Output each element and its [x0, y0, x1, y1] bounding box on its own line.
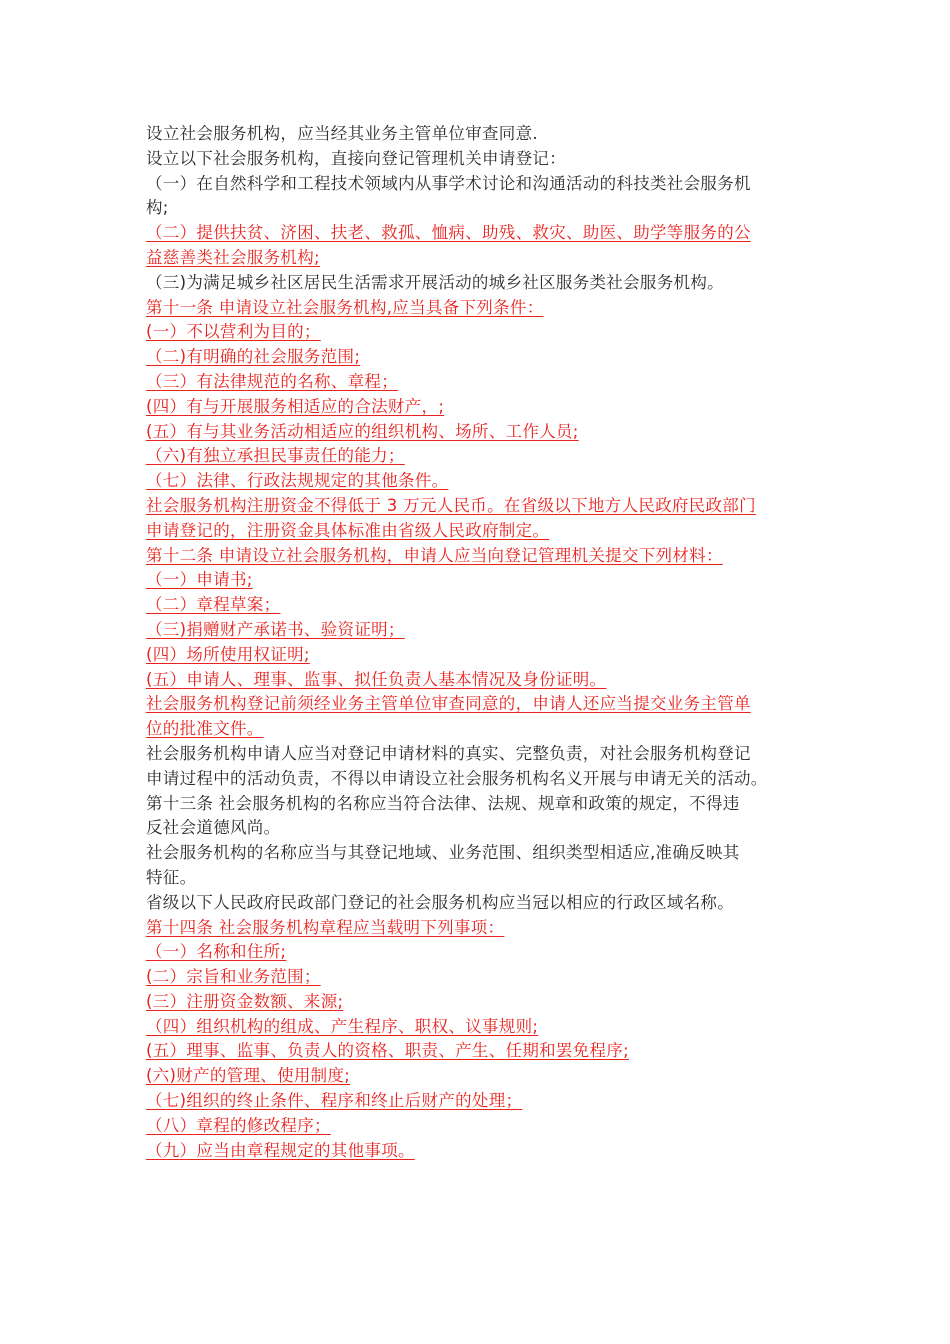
list-item	[146, 965, 826, 990]
text-line: （三)捐赠财产承诺书、验资证明；	[146, 619, 405, 639]
list-item	[146, 420, 826, 445]
paragraph	[146, 147, 826, 172]
document-body	[146, 122, 826, 1163]
text-line: （一）名称和住所;	[146, 942, 287, 962]
text-line: (五）理事、监事、负责人的资格、职责、产生、任期和罢免程序;	[146, 1041, 629, 1061]
list-item	[146, 643, 826, 668]
text-line: （九）应当由章程规定的其他事项。	[146, 1140, 415, 1160]
list-item	[146, 395, 826, 420]
text-line: （二）提供扶贫、济困、扶老、救孤、恤病、助残、救灾、助医、助学等服务的公	[146, 223, 751, 243]
paragraph	[146, 692, 826, 742]
text-line: （一）申请书;	[146, 570, 253, 590]
text-line: 益慈善类社会服务机构;	[146, 247, 320, 267]
text-line: (一）不以营利为目的；	[146, 322, 321, 342]
text-line: （二)有明确的社会服务范围;	[146, 347, 361, 367]
paragraph	[146, 122, 826, 147]
list-item	[146, 1114, 826, 1139]
paragraph	[146, 742, 826, 792]
text-line: 第十一条 申请设立社会服务机构,应当具备下列条件：	[146, 297, 544, 317]
text-line: 第十二条 申请设立社会服务机构，申请人应当向登记管理机关提交下列材料：	[146, 545, 723, 565]
article-heading	[146, 296, 826, 321]
list-item	[146, 444, 826, 469]
text-line: （八）章程的修改程序；	[146, 1115, 331, 1135]
text-line: (四）有与开展服务相适应的合法财产，;	[146, 396, 445, 416]
text-line: 位的批准文件。	[146, 719, 264, 739]
list-item	[146, 618, 826, 643]
text-line: 设立社会服务机构，应当经其业务主管单位审查同意.	[146, 124, 538, 143]
text-line: (二）宗旨和业务范围；	[146, 967, 321, 987]
paragraph	[146, 172, 826, 222]
text-line: (五）有与其业务活动相适应的组织机构、场所、工作人员;	[146, 421, 579, 441]
text-line: （七)组织的终止条件、程序和终止后财产的处理；	[146, 1091, 523, 1111]
list-item	[146, 320, 826, 345]
text-line: 设立以下社会服务机构，直接向登记管理机关申请登记：	[146, 148, 566, 168]
text-line: 社会服务机构注册资金不得低于 3 万元人民币。在省级以下地方人民政府民政部门	[146, 495, 756, 515]
text-line: 第十三条 社会服务机构的名称应当符合法律、法规、规章和政策的规定，不得违	[146, 793, 740, 813]
text-line: (三）注册资金数额、来源;	[146, 991, 344, 1011]
paragraph	[146, 494, 826, 544]
list-item	[146, 1139, 826, 1164]
list-item	[146, 1039, 826, 1064]
text-line: 社会服务机构申请人应当对登记申请材料的真实、完整负责，对社会服务机构登记	[146, 743, 751, 763]
text-line: 申请登记的，注册资金具体标准由省级人民政府制定。	[146, 520, 550, 540]
text-line: 社会服务机构的名称应当与其登记地域、业务范围、组织类型相适应,准确反映其	[146, 843, 740, 863]
text-line: （七）法律、行政法规规定的其他条件。	[146, 471, 449, 491]
text-line: (五）申请人、理事、监事、拟任负责人基本情况及身份证明。	[146, 669, 607, 689]
list-item	[146, 940, 826, 965]
text-line: (四）场所使用权证明;	[146, 644, 310, 664]
list-item	[146, 593, 826, 618]
text-line: 申请过程中的活动负责，不得以申请设立社会服务机构名义开展与申请无关的活动。	[146, 768, 768, 788]
text-line: （四）组织机构的组成、产生程序、职权、议事规则;	[146, 1016, 539, 1036]
list-item	[146, 1015, 826, 1040]
text-line: 反社会道德风尚。	[146, 818, 281, 838]
text-line: （三）有法律规范的名称、章程；	[146, 371, 398, 391]
list-item	[146, 990, 826, 1015]
list-item	[146, 370, 826, 395]
list-item	[146, 568, 826, 593]
article-heading	[146, 916, 826, 941]
list-item	[146, 1089, 826, 1114]
text-line: 社会服务机构登记前须经业务主管单位审查同意的，申请人还应当提交业务主管单	[146, 694, 751, 714]
paragraph	[146, 221, 826, 271]
list-item	[146, 668, 826, 693]
text-line: 构;	[146, 198, 169, 218]
list-item	[146, 345, 826, 370]
article-heading	[146, 792, 826, 842]
list-item	[146, 469, 826, 494]
paragraph	[146, 841, 826, 891]
paragraph	[146, 891, 826, 916]
text-line: （六)有独立承担民事责任的能力；	[146, 446, 405, 466]
text-line: (六)财产的管理、使用制度;	[146, 1066, 351, 1086]
text-line: 特征。	[146, 867, 197, 887]
text-line: （一）在自然科学和工程技术领域内从事学术讨论和沟通活动的科技类社会服务机	[146, 173, 751, 193]
text-line: 第十四条 社会服务机构章程应当载明下列事项：	[146, 917, 505, 937]
paragraph	[146, 271, 826, 296]
list-item	[146, 1064, 826, 1089]
text-line: （二）章程草案；	[146, 595, 281, 615]
text-line: 省级以下人民政府民政部门登记的社会服务机构应当冠以相应的行政区域名称。	[146, 892, 734, 912]
text-line: （三)为满足城乡社区居民生活需求开展活动的城乡社区服务类社会服务机构。	[146, 272, 724, 292]
article-heading	[146, 544, 826, 569]
